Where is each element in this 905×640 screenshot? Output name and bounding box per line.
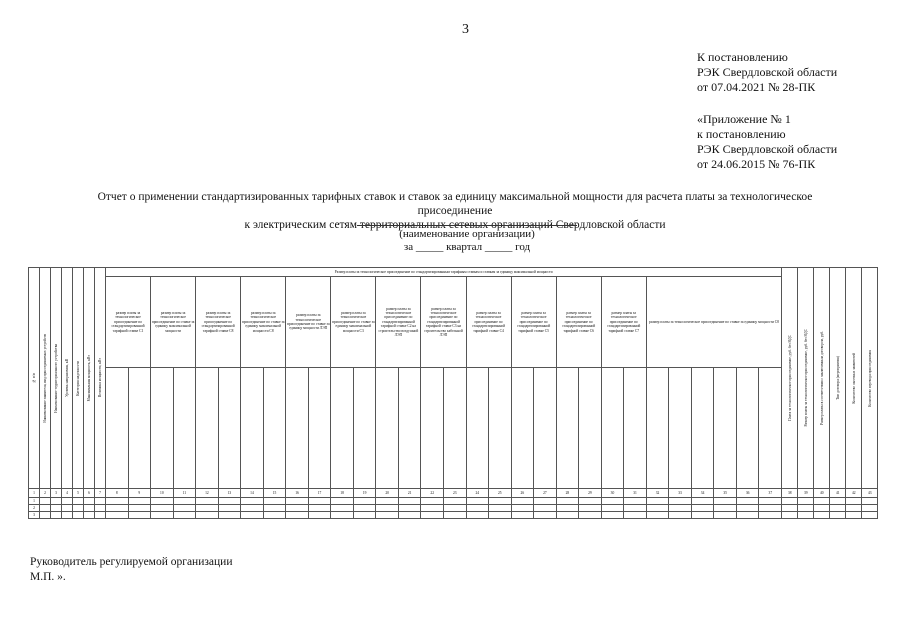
left-header-cell — [95, 268, 106, 489]
unit-header-cell — [173, 368, 196, 489]
table-cell — [173, 512, 196, 519]
table-cell — [862, 512, 878, 519]
table-cell — [443, 512, 466, 519]
table-cell — [196, 512, 219, 519]
column-number-cell: 35 — [714, 489, 737, 498]
table-cell — [736, 512, 759, 519]
unit-header-cell — [443, 368, 466, 489]
table-cell — [624, 512, 647, 519]
table-cell — [556, 512, 579, 519]
column-number-cell: 10 — [151, 489, 174, 498]
table-cell — [51, 512, 62, 519]
sub-header-cell: размер платы за технологическое присоединение по ставке за единицу максимальной мощности — [151, 277, 196, 368]
table-cell — [286, 512, 309, 519]
title-line: Отчет о применении стандартизированных тарифных ставок и ставок за единицу максимальной мощности для расчета платы за технологическое присоединение — [97, 191, 813, 217]
table-cell — [579, 505, 602, 512]
table-cell — [376, 505, 399, 512]
column-number-cell: 5 — [73, 489, 84, 498]
column-number-cell: 14 — [241, 489, 264, 498]
table-cell — [782, 512, 798, 519]
table-cell — [601, 505, 624, 512]
table-cell — [151, 512, 174, 519]
right-header-text: Количество перевода присоединения — [867, 349, 872, 407]
unit-header-cell — [534, 368, 557, 489]
table-cell — [534, 512, 557, 519]
table-cell — [556, 498, 579, 505]
table-cell — [263, 505, 286, 512]
column-number-cell: 27 — [534, 489, 557, 498]
column-number-cell: 22 — [421, 489, 444, 498]
sub-header-cell: размер платы за технологическое присоединение по стандартизированной тарифной ставке С1 — [106, 277, 151, 368]
unit-header-cell — [669, 368, 692, 489]
table-cell — [736, 505, 759, 512]
table-cell — [128, 498, 151, 505]
table-cell — [759, 498, 782, 505]
unit-header-cell — [398, 368, 421, 489]
table-cell — [846, 505, 862, 512]
column-number-cell: 19 — [353, 489, 376, 498]
table-cell — [830, 505, 846, 512]
right-header-cell — [814, 268, 830, 489]
column-number-cell: 42 — [846, 489, 862, 498]
table-cell — [814, 505, 830, 512]
table-cell — [782, 498, 798, 505]
column-number-cell: 30 — [601, 489, 624, 498]
column-number-cell: 9 — [128, 489, 151, 498]
table-cell — [128, 505, 151, 512]
table-cell — [40, 498, 51, 505]
appendix-line: от 24.06.2015 № 76-ПК — [697, 157, 816, 171]
column-number-cell: 7 — [95, 489, 106, 498]
table-cell — [173, 498, 196, 505]
title-line: к электрическим сетям территориальных сетевых организаций Свердловской области — [244, 219, 666, 231]
left-header-text: Наименование заявителя, вид присоединяемых устройств — [42, 333, 47, 423]
column-number-cell: 39 — [798, 489, 814, 498]
table-cell — [669, 505, 692, 512]
table-cell — [331, 512, 354, 519]
unit-header-cell — [331, 368, 354, 489]
table-cell — [830, 498, 846, 505]
right-header-text: Размер платы в соответствии с заключенным договором, руб. — [819, 331, 824, 425]
left-header-text: Категория надежности — [75, 360, 80, 396]
table-cell: 2 — [29, 505, 40, 512]
table-cell — [241, 505, 264, 512]
unit-header-cell — [241, 368, 264, 489]
column-number-cell: 3 — [51, 489, 62, 498]
column-number-cell: 15 — [263, 489, 286, 498]
table-cell — [196, 505, 219, 512]
column-number-cell: 41 — [830, 489, 846, 498]
approval-line: от 07.04.2021 № 28-ПК — [697, 80, 816, 94]
table-cell — [218, 512, 241, 519]
table-cell — [331, 498, 354, 505]
table-cell — [691, 512, 714, 519]
table-cell — [84, 512, 95, 519]
table-cell — [398, 512, 421, 519]
table-cell — [646, 505, 669, 512]
table-cell — [421, 498, 444, 505]
table-cell — [51, 505, 62, 512]
sub-header-cell: размер платы за технологическое присоединение по стандартизированной тарифной ставке С5 — [511, 277, 556, 368]
column-number-cell: 18 — [331, 489, 354, 498]
table-cell — [511, 498, 534, 505]
table-cell — [263, 498, 286, 505]
table-cell — [95, 512, 106, 519]
table-cell — [151, 498, 174, 505]
unit-header-cell — [736, 368, 759, 489]
unit-header-cell — [218, 368, 241, 489]
unit-header-cell — [691, 368, 714, 489]
table-cell — [830, 512, 846, 519]
table-cell — [798, 505, 814, 512]
table-cell — [128, 512, 151, 519]
unit-header-cell — [714, 368, 737, 489]
table-cell — [714, 512, 737, 519]
column-number-cell: 38 — [782, 489, 798, 498]
column-number-cell: 16 — [286, 489, 309, 498]
table-cell — [151, 505, 174, 512]
table-cell — [286, 505, 309, 512]
table-cell — [421, 512, 444, 519]
table-cell — [646, 512, 669, 519]
table-cell — [106, 505, 129, 512]
table-cell — [263, 512, 286, 519]
left-header-cell — [51, 268, 62, 489]
table-cell — [466, 505, 489, 512]
unit-header-cell — [556, 368, 579, 489]
column-number-cell: 32 — [646, 489, 669, 498]
table-cell — [714, 498, 737, 505]
left-header-cell — [40, 268, 51, 489]
column-number-cell: 20 — [376, 489, 399, 498]
sub-header-cell: размер платы за технологическое присоединение по стандартизированной тарифной ставке С7 — [601, 277, 646, 368]
column-number-cell: 34 — [691, 489, 714, 498]
unit-header-cell — [421, 368, 444, 489]
column-number-cell: 28 — [556, 489, 579, 498]
appendix-line: РЭК Свердловской области — [697, 142, 838, 156]
table-cell — [353, 498, 376, 505]
unit-header-cell — [601, 368, 624, 489]
table-cell — [308, 512, 331, 519]
table-cell — [331, 505, 354, 512]
right-header-cell — [798, 268, 814, 489]
sub-header-cell: размер платы за технологическое присоединение по ставке за единицу мощности ЛЭП — [286, 277, 331, 368]
table-cell — [714, 505, 737, 512]
table-cell — [511, 505, 534, 512]
appendix-line: «Приложение № 1 — [697, 112, 791, 126]
sub-header-cell: размер платы за технологическое присоединение по ставке за единицу мощности С8 — [646, 277, 782, 368]
unit-header-cell — [646, 368, 669, 489]
sub-header-cell: размер платы за технологическое присоединение по ставке за единицу максимальной мощности С8 — [241, 277, 286, 368]
column-number-cell: 26 — [511, 489, 534, 498]
table-cell — [62, 505, 73, 512]
column-number-cell: 17 — [308, 489, 331, 498]
unit-header-cell — [579, 368, 602, 489]
table-cell — [814, 498, 830, 505]
approval-line: К постановлению — [697, 50, 788, 64]
sub-header-cell: размер платы за технологическое присоединение по стандартизированной тарифной ставке С3 на строительство кабельной ЛЭП — [421, 277, 466, 368]
table-cell — [241, 498, 264, 505]
right-header-cell — [782, 268, 798, 489]
table-cell — [669, 498, 692, 505]
table-cell — [51, 498, 62, 505]
table-cell — [691, 498, 714, 505]
left-header-text: Уровень напряжения, кВ — [64, 359, 69, 397]
table-cell — [353, 512, 376, 519]
appendix-line: к постановлению — [697, 127, 786, 141]
table-cell — [106, 498, 129, 505]
right-header-cell — [862, 268, 878, 489]
column-number-cell: 12 — [196, 489, 219, 498]
unit-header-cell — [376, 368, 399, 489]
column-number-cell: 11 — [173, 489, 196, 498]
table-cell — [862, 498, 878, 505]
right-header-text: Тип договора (мероприятия) — [835, 356, 840, 400]
right-header-text: Количество льготных заявителей — [851, 352, 856, 404]
column-number-cell: 8 — [106, 489, 129, 498]
table-cell — [443, 505, 466, 512]
column-number-cell: 33 — [669, 489, 692, 498]
left-header-text: Наименование территориального устройства — [53, 343, 58, 413]
table-cell — [398, 505, 421, 512]
table-cell — [579, 498, 602, 505]
table-cell — [95, 505, 106, 512]
table-cell — [601, 498, 624, 505]
table-cell — [862, 505, 878, 512]
table-cell: 3 — [29, 512, 40, 519]
column-number-cell: 24 — [466, 489, 489, 498]
table-cell — [73, 512, 84, 519]
right-header-cell — [830, 268, 846, 489]
table-cell — [489, 512, 512, 519]
seal-label: М.П. ». — [30, 571, 66, 583]
table-row — [29, 498, 878, 505]
column-number-cell: 4 — [62, 489, 73, 498]
table-cell — [736, 498, 759, 505]
group-header: Размер платы за технологическое присоединение по стандартизированным тарифным ставкам и ставкам за единицу максимальной мощности — [106, 268, 782, 277]
table-cell — [489, 498, 512, 505]
left-header-cell — [73, 268, 84, 489]
table-cell — [466, 498, 489, 505]
table-cell — [846, 512, 862, 519]
table-cell — [196, 498, 219, 505]
table-cell — [443, 498, 466, 505]
table-cell — [84, 505, 95, 512]
table-cell — [691, 505, 714, 512]
table-cell — [534, 505, 557, 512]
unit-header-cell — [353, 368, 376, 489]
table-cell — [376, 512, 399, 519]
table-cell — [646, 498, 669, 505]
appendix-reference-block — [697, 112, 837, 172]
table-cell — [40, 512, 51, 519]
table-cell — [798, 498, 814, 505]
table-cell — [353, 505, 376, 512]
column-number-cell: 40 — [814, 489, 830, 498]
table-cell — [782, 505, 798, 512]
right-header-cell — [846, 268, 862, 489]
table-cell — [62, 512, 73, 519]
column-number-cell: 43 — [862, 489, 878, 498]
table-cell — [308, 498, 331, 505]
right-header-text: Размер платы за технологическое присоединение, руб. без НДС — [803, 329, 808, 427]
table-cell — [421, 505, 444, 512]
column-number-cell: 21 — [398, 489, 421, 498]
unit-header-cell — [466, 368, 489, 489]
table-cell — [759, 512, 782, 519]
quarter-year-line: за _____ квартал _____ год — [403, 241, 531, 253]
unit-header-cell — [151, 368, 174, 489]
page-number: 3 — [462, 22, 469, 37]
unit-header-cell — [489, 368, 512, 489]
table-cell — [398, 498, 421, 505]
organization-name-line — [357, 225, 577, 226]
table-cell — [814, 512, 830, 519]
left-header-text: № п/п — [31, 373, 36, 383]
column-number-cell: 13 — [218, 489, 241, 498]
table-cell — [173, 505, 196, 512]
table-cell — [73, 498, 84, 505]
table-cell — [62, 498, 73, 505]
left-header-text: Максимальная мощность, кВт — [86, 354, 91, 402]
table-cell — [106, 512, 129, 519]
approval-line: РЭК Свердловской области — [697, 65, 838, 79]
sub-header-cell: размер платы за технологическое присоединение по стандартизированной тарифной ставке С2 на строительство воздушной ЛЭП — [376, 277, 421, 368]
table-row — [29, 505, 878, 512]
table-cell: 1 — [29, 498, 40, 505]
sub-header-cell: размер платы за технологическое присоединение по стандартизированной тарифной ставке С8 — [196, 277, 241, 368]
column-number-cell: 6 — [84, 489, 95, 498]
table-cell — [376, 498, 399, 505]
table-cell — [95, 498, 106, 505]
table-cell — [489, 505, 512, 512]
table-cell — [286, 498, 309, 505]
table-cell — [624, 498, 647, 505]
report-table — [28, 267, 877, 523]
table-cell — [511, 512, 534, 519]
unit-header-cell — [759, 368, 782, 489]
table-cell — [218, 498, 241, 505]
table-cell — [241, 512, 264, 519]
table-cell — [73, 505, 84, 512]
unit-header-cell — [624, 368, 647, 489]
approval-reference-block — [697, 50, 837, 95]
column-number-cell: 36 — [736, 489, 759, 498]
sub-header-cell: размер платы за технологическое присоединение по ставке за единицу максимальной мощности С3 — [331, 277, 376, 368]
table-cell — [534, 498, 557, 505]
column-number-cell: 2 — [40, 489, 51, 498]
table-cell — [759, 505, 782, 512]
table-row — [29, 512, 878, 519]
unit-header-cell — [286, 368, 309, 489]
sub-header-cell: размер платы за технологическое присоединение по стандартизированной тарифной ставке С6 — [556, 277, 601, 368]
left-header-cell — [62, 268, 73, 489]
left-header-text: Величина мощности, кВт — [97, 358, 102, 398]
table-cell — [601, 512, 624, 519]
table-cell — [579, 512, 602, 519]
column-number-cell: 37 — [759, 489, 782, 498]
table-cell — [308, 505, 331, 512]
unit-header-cell — [511, 368, 534, 489]
unit-header-cell — [263, 368, 286, 489]
unit-header-cell — [128, 368, 151, 489]
table-cell — [846, 498, 862, 505]
table-cell — [556, 505, 579, 512]
signer-label: Руководитель регулируемой организации — [30, 556, 233, 568]
column-number-cell: 1 — [29, 489, 40, 498]
left-header-cell — [29, 268, 40, 489]
column-number-cell: 31 — [624, 489, 647, 498]
column-number-cell: 23 — [443, 489, 466, 498]
table-cell — [218, 505, 241, 512]
unit-header-cell — [106, 368, 129, 489]
column-number-cell: 25 — [489, 489, 512, 498]
table-cell — [466, 512, 489, 519]
right-header-text: Плата за технологическое присоединение, руб. без НДС — [787, 335, 792, 421]
left-header-cell — [84, 268, 95, 489]
table-cell — [669, 512, 692, 519]
sub-header-cell: размер платы за технологическое присоединение по стандартизированной тарифной ставке С4 — [466, 277, 511, 368]
table-cell — [84, 498, 95, 505]
table-cell — [624, 505, 647, 512]
table-cell — [40, 505, 51, 512]
unit-header-cell — [196, 368, 219, 489]
organization-caption: (наименование организации) — [399, 228, 535, 240]
unit-header-cell — [308, 368, 331, 489]
column-number-cell: 29 — [579, 489, 602, 498]
table-cell — [798, 512, 814, 519]
